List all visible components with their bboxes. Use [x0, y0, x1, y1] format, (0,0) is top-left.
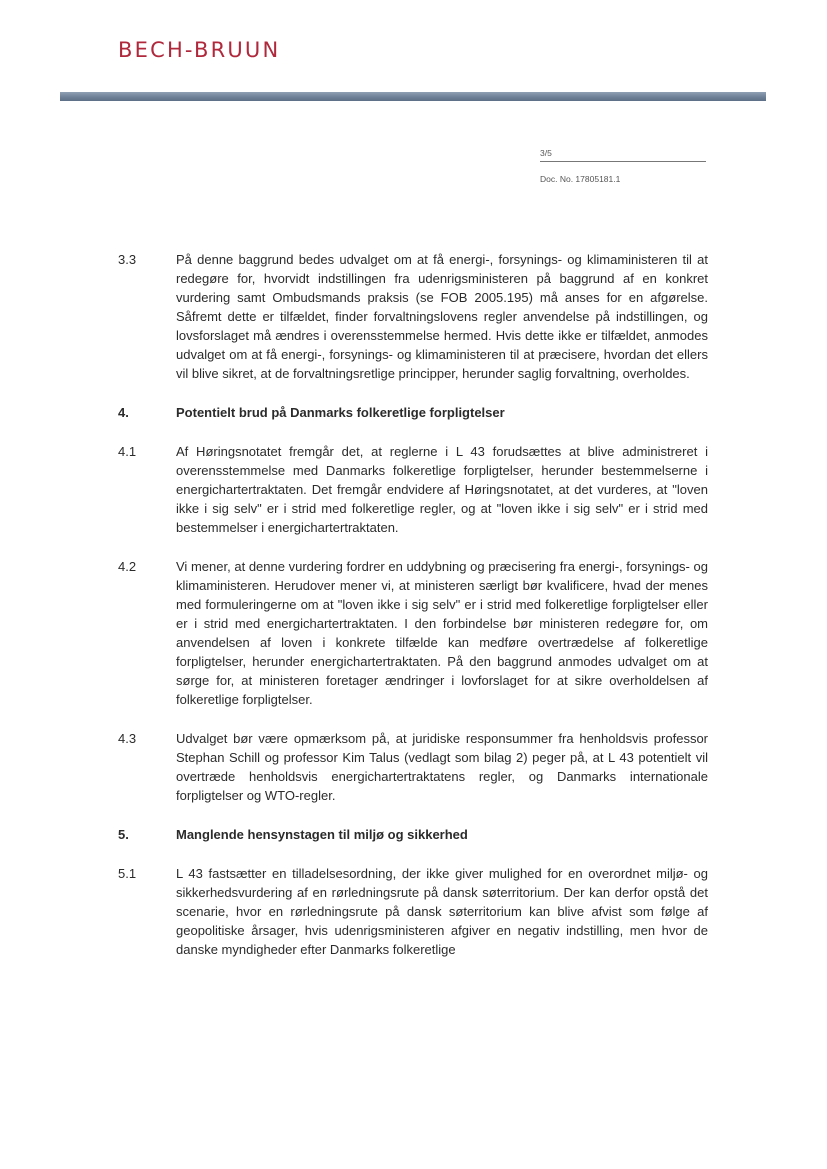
- section-number: 5.: [118, 827, 129, 842]
- paragraph-number: 4.3: [118, 731, 137, 746]
- paragraph-number: 4.1: [118, 444, 137, 459]
- paragraph-text: Af Høringsnotatet fremgår det, at reglerne i L 43 forudsættes at blive administreret i overensstemmelse med Danmarks folkeretlige forpligtelser, herunder bestemmelserne i energichartertraktaten. Det fremgår endvidere af Høringsnotatet, at det vurderes, at "loven ikke i sig selv" er i strid med folkeretlige regler, og at "loven ikke i sig selv" er i strid med bestemmelser i energichartertraktaten.: [176, 444, 708, 535]
- paragraph-text: På denne baggrund bedes udvalget om at få energi-, forsynings- og klimaministeren til at redegøre for, hvorvidt indstillingen fra udenrigsministeren på baggrund af en konkret vurdering samt Ombudsmands praksis (se FOB 2005.195) må anses for en afgørelse. Såfremt dette er tilfældet, finder forvaltningslovens regler anvendelse på indstillingen, og lovsforslaget må ændres i overensstemmelse hermed. Hvis dette ikke er tilfældet, anmodes udvalget om at få energi-, forsynings- og klimaministeren til at præcisere, hvordan det ellers vil blive sikret, at de forvaltningsretlige principper, herunder saglig forvaltning, overholdes.: [176, 252, 708, 381]
- section-title: Potentielt brud på Danmarks folkeretlige forpligtelser: [176, 405, 505, 420]
- paragraph-number: 3.3: [118, 252, 137, 267]
- section-title: Manglende hensynstagen til miljø og sikkerhed: [176, 827, 468, 842]
- header-band: [60, 92, 766, 101]
- section-heading-5: [118, 825, 708, 844]
- paragraph-3-3: [118, 250, 708, 383]
- section-heading-4: [118, 403, 708, 422]
- paragraph-5-1: [118, 864, 708, 959]
- paragraph-4-3: [118, 729, 708, 805]
- document-number: Doc. No. 17805181.1: [540, 174, 621, 184]
- paragraph-number: 5.1: [118, 866, 137, 881]
- section-number: 4.: [118, 405, 129, 420]
- paragraph-4-2: [118, 557, 708, 709]
- paragraph-4-1: [118, 442, 708, 537]
- document-meta: [540, 148, 706, 184]
- paragraph-number: 4.2: [118, 559, 137, 574]
- company-logo: BECH-BRUUN: [118, 38, 281, 62]
- paragraph-text: Udvalget bør være opmærksom på, at juridiske responsummer fra henholdsvis professor Stephan Schill og professor Kim Talus (vedlagt som bilag 2) peger på, at L 43 potentielt vil overtræde henholdsvis energichartertraktatens regler, og Danmarks internationale forpligtelser og WTO-regler.: [176, 731, 708, 803]
- document-body: [118, 250, 708, 979]
- paragraph-text: L 43 fastsætter en tilladelsesordning, der ikke giver mulighed for en overordnet miljø- og sikkerhedsvurdering af en rørledningsrute på dansk søterritorium. Der kan derfor opstå det scenarie, hvor en rørledningsrute på dansk søterritorium kan blive afvist som følge af geopolitiske årsager, hvis udenrigsministeren afgiver en negativ indstilling, men hvor de danske myndigheder efter Danmarks folkeretlige: [176, 866, 708, 957]
- page-number: 3/5: [540, 148, 706, 162]
- paragraph-text: Vi mener, at denne vurdering fordrer en uddybning og præcisering fra energi-, forsynings- og klimaministeren. Herudover mener vi, at ministeren særligt bør kvalificere, hvad der menes med formuleringerne om at "loven ikke i sig selv" er i strid med folkeretlige forpligtelser eller er i strid med energichartertraktaten. I den forbindelse bør ministeren redegøre for, om anvendelsen af loven i konkrete tilfælde kan medføre overtrædelse af folkeretlige forpligtelser, herunder energichartertraktaten. På den baggrund anmodes udvalget om at sørge for, at ministeren foretager ændringer i lovforslaget for at sikre overholdelsen af folkeretlige forpligtelser.: [176, 559, 708, 707]
